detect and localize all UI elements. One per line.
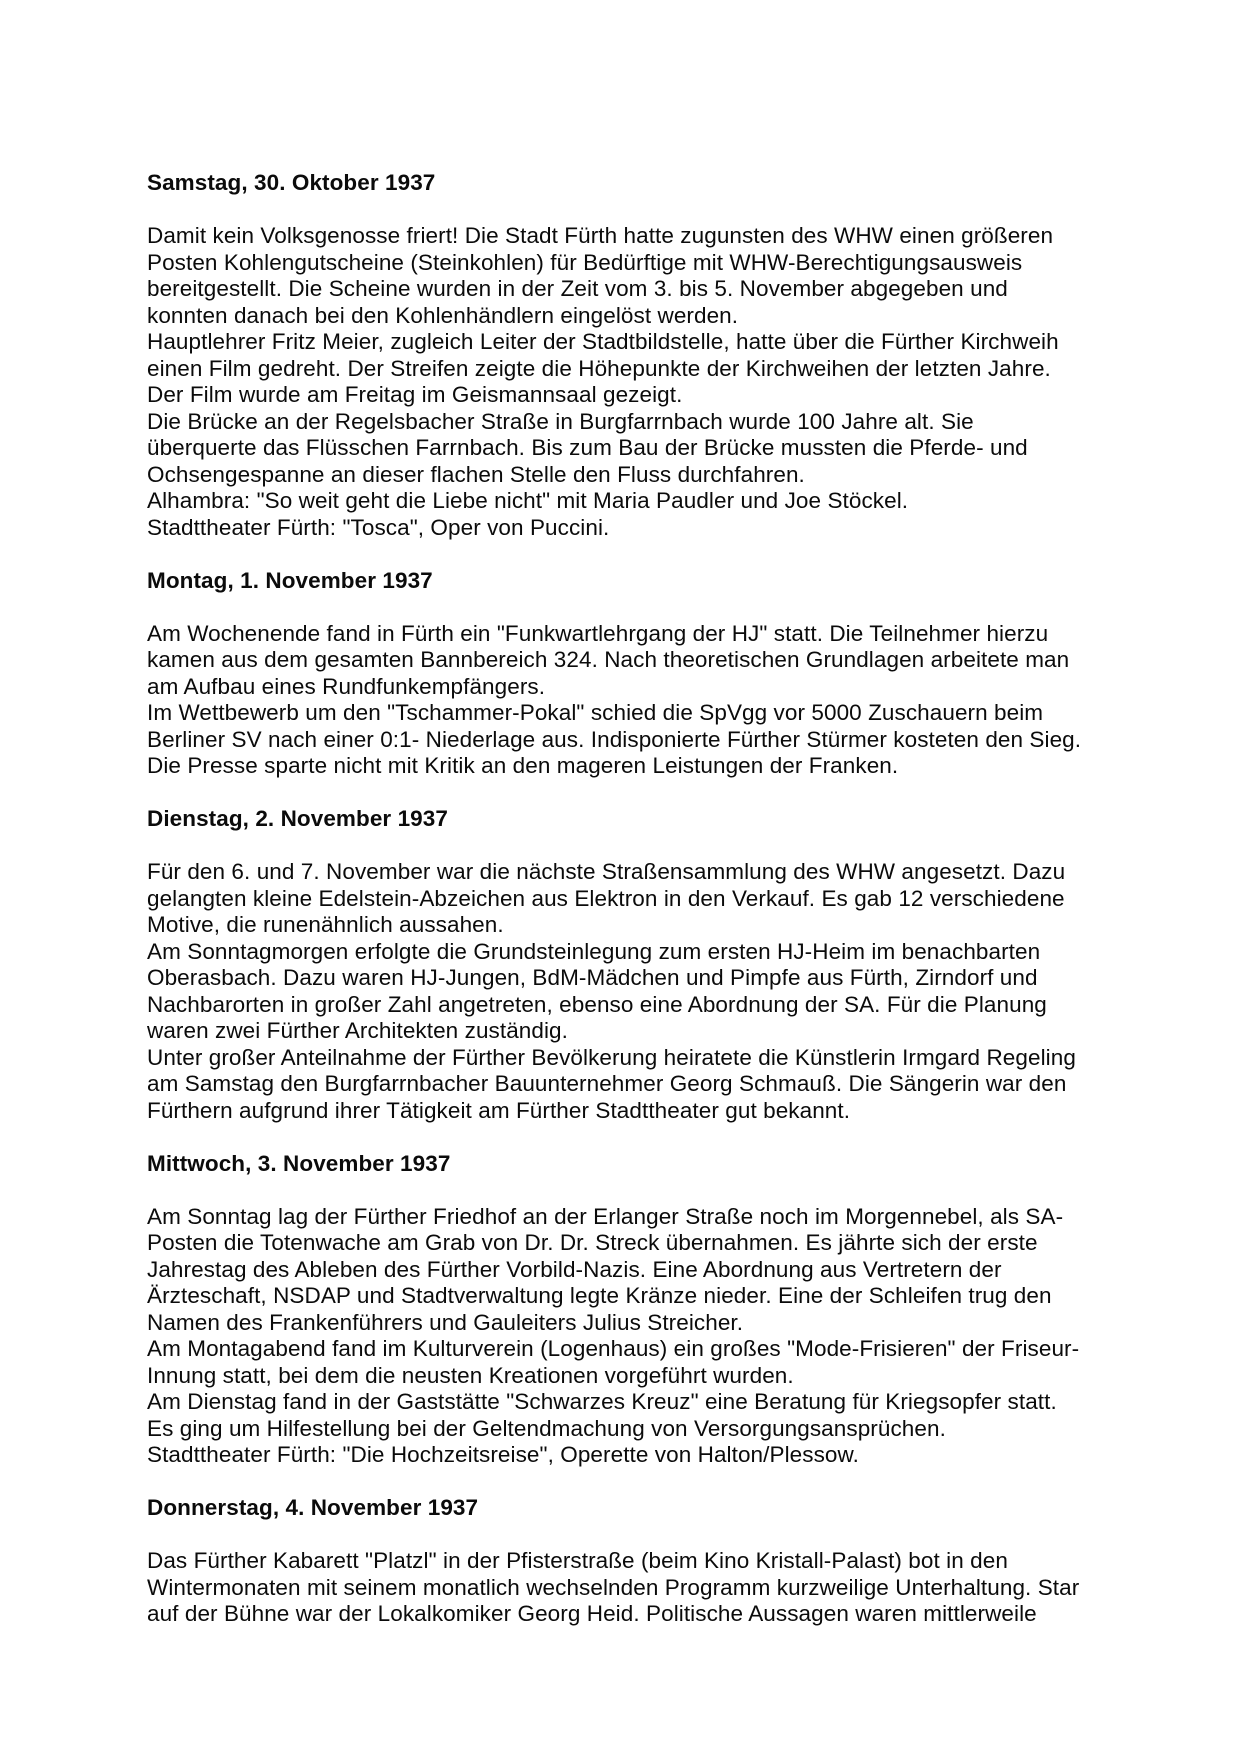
- text-line: Das Fürther Kabarett "Platzl" in der Pfisterstraße (beim Kino Kristall-Palast) bot in den: [147, 1548, 1008, 1573]
- text-line: Berliner SV nach einer 0:1- Niederlage aus. Indisponierte Fürther Stürmer kosteten den Sieg.: [147, 726, 1082, 752]
- text-line: Ärzteschaft, NSDAP und Stadtverwaltung legte Kränze nieder. Eine der Schleifen trug den: [147, 1283, 1052, 1308]
- text-line: Am Sonntag lag der Fürther Friedhof an der Erlanger Straße noch im Morgennebel, als SA-: [147, 1203, 1064, 1229]
- text-line: gelangten kleine Edelstein-Abzeichen aus Elektron in den Verkauf. Es gab 12 verschiedene: [147, 885, 1065, 911]
- text-line: Motive, die runenähnlich aussahen.: [147, 912, 504, 937]
- text-line: Am Sonntagmorgen erfolgte die Grundsteinlegung zum ersten HJ-Heim im benachbarten: [147, 938, 1041, 964]
- text-line: Alhambra: "So weit geht die Liebe nicht" mit Maria Paudler und Joe Stöckel.: [147, 488, 909, 513]
- text-line: Wintermonaten mit seinem monatlich wechselnden Programm kurzweilige Unterhaltung. Star: [147, 1574, 1080, 1600]
- diary-section: [147, 1151, 1199, 1469]
- text-line: konnten danach bei den Kohlenhändlern eingelöst werden.: [147, 302, 739, 328]
- text-line: Posten Kohlengutscheine (Steinkohlen) für Bedürftige mit WHW-Berechtigungsausweis: [147, 249, 1023, 275]
- section-heading: Montag, 1. November 1937: [147, 567, 433, 593]
- text-line: auf der Bühne war der Lokalkomiker Georg Heid. Politische Aussagen waren mittlerweile: [147, 1601, 1037, 1626]
- text-line: Oberasbach. Dazu waren HJ-Jungen, BdM-Mädchen und Pimpfe aus Fürth, Zirndorf und: [147, 965, 1038, 990]
- section-heading: Mittwoch, 3. November 1937: [147, 1150, 451, 1176]
- text-line: Hauptlehrer Fritz Meier, zugleich Leiter der Stadtbildstelle, hatte über die Fürther Kirchweih: [147, 329, 1059, 354]
- diary-section: [147, 170, 1199, 541]
- text-line: Posten die Totenwache am Grab von Dr. Dr. Streck übernahmen. Es jährte sich der erste: [147, 1230, 1038, 1255]
- text-line: bereitgestellt. Die Scheine wurden in der Zeit vom 3. bis 5. November abgegeben und: [147, 276, 1008, 301]
- text-line: Am Dienstag fand in der Gaststätte "Schwarzes Kreuz" eine Beratung für Kriegsopfer statt.: [147, 1389, 1057, 1414]
- text-line: Stadttheater Fürth: "Die Hochzeitsreise", Operette von Halton/Plessow.: [147, 1442, 859, 1467]
- text-line: Am Wochenende fand in Fürth ein "Funkwartlehrgang der HJ" statt. Die Teilnehmer hierzu: [147, 620, 1049, 646]
- text-line: Für den 6. und 7. November war die nächste Straßensammlung des WHW angesetzt. Dazu: [147, 859, 1066, 884]
- text-line: am Samstag den Burgfarrnbacher Bauunternehmer Georg Schmauß. Die Sängerin war den: [147, 1071, 1067, 1096]
- text-line: Am Montagabend fand im Kulturverein (Logenhaus) ein großes "Mode-Frisieren" der Friseur-: [147, 1336, 1080, 1361]
- text-line: Ochsengespanne an dieser flachen Stelle den Fluss durchfahren.: [147, 461, 805, 487]
- text-line: Innung statt, bei dem die neusten Kreationen vorgeführt wurden.: [147, 1362, 794, 1388]
- text-line: Nachbarorten in großer Zahl angetreten, ebenso eine Abordnung der SA. Für die Planung: [147, 991, 1047, 1017]
- section-heading: Donnerstag, 4. November 1937: [147, 1495, 479, 1520]
- text-line: Namen des Frankenführers und Gauleiters Julius Streicher.: [147, 1309, 744, 1335]
- text-line: überquerte das Flüsschen Farrnbach. Bis zum Bau der Brücke mussten die Pferde- und: [147, 435, 1028, 460]
- text-line: waren zwei Fürther Architekten zuständig.: [147, 1018, 568, 1043]
- text-line: Jahrestag des Ableben des Fürther Vorbild-Nazis. Eine Abordnung aus Vertretern der: [147, 1256, 1002, 1282]
- diary-section: [147, 568, 1199, 780]
- text-line: Die Presse sparte nicht mit Kritik an den mageren Leistungen der Franken.: [147, 753, 899, 778]
- text-line: kamen aus dem gesamten Bannbereich 324. Nach theoretischen Grundlagen arbeitete man: [147, 647, 1070, 672]
- text-line: Unter großer Anteilnahme der Fürther Bevölkerung heiratete die Künstlerin Irmgard Regeling: [147, 1044, 1076, 1070]
- text-line: einen Film gedreht. Der Streifen zeigte die Höhepunkte der Kirchweihen der letzten Jahre.: [147, 355, 1051, 381]
- text-line: Stadttheater Fürth: "Tosca", Oper von Puccini.: [147, 514, 610, 540]
- text-line: Damit kein Volksgenosse friert! Die Stadt Fürth hatte zugunsten des WHW einen größeren: [147, 223, 1054, 248]
- text-line: Der Film wurde am Freitag im Geismannsaal gezeigt.: [147, 382, 683, 407]
- text-line: Es ging um Hilfestellung bei der Geltendmachung von Versorgungsansprüchen.: [147, 1415, 946, 1441]
- document-body: [147, 170, 1199, 1628]
- diary-section: [147, 1495, 1199, 1628]
- diary-section: [147, 806, 1199, 1124]
- section-heading: Dienstag, 2. November 1937: [147, 806, 448, 831]
- section-heading: Samstag, 30. Oktober 1937: [147, 170, 436, 195]
- text-line: Die Brücke an der Regelsbacher Straße in Burgfarrnbach wurde 100 Jahre alt. Sie: [147, 408, 974, 434]
- text-line: am Aufbau eines Rundfunkempfängers.: [147, 673, 546, 699]
- text-line: Im Wettbewerb um den "Tschammer-Pokal" schied die SpVgg vor 5000 Zuschauern beim: [147, 700, 1044, 725]
- text-line: Fürthern aufgrund ihrer Tätigkeit am Fürther Stadttheater gut bekannt.: [147, 1097, 851, 1123]
